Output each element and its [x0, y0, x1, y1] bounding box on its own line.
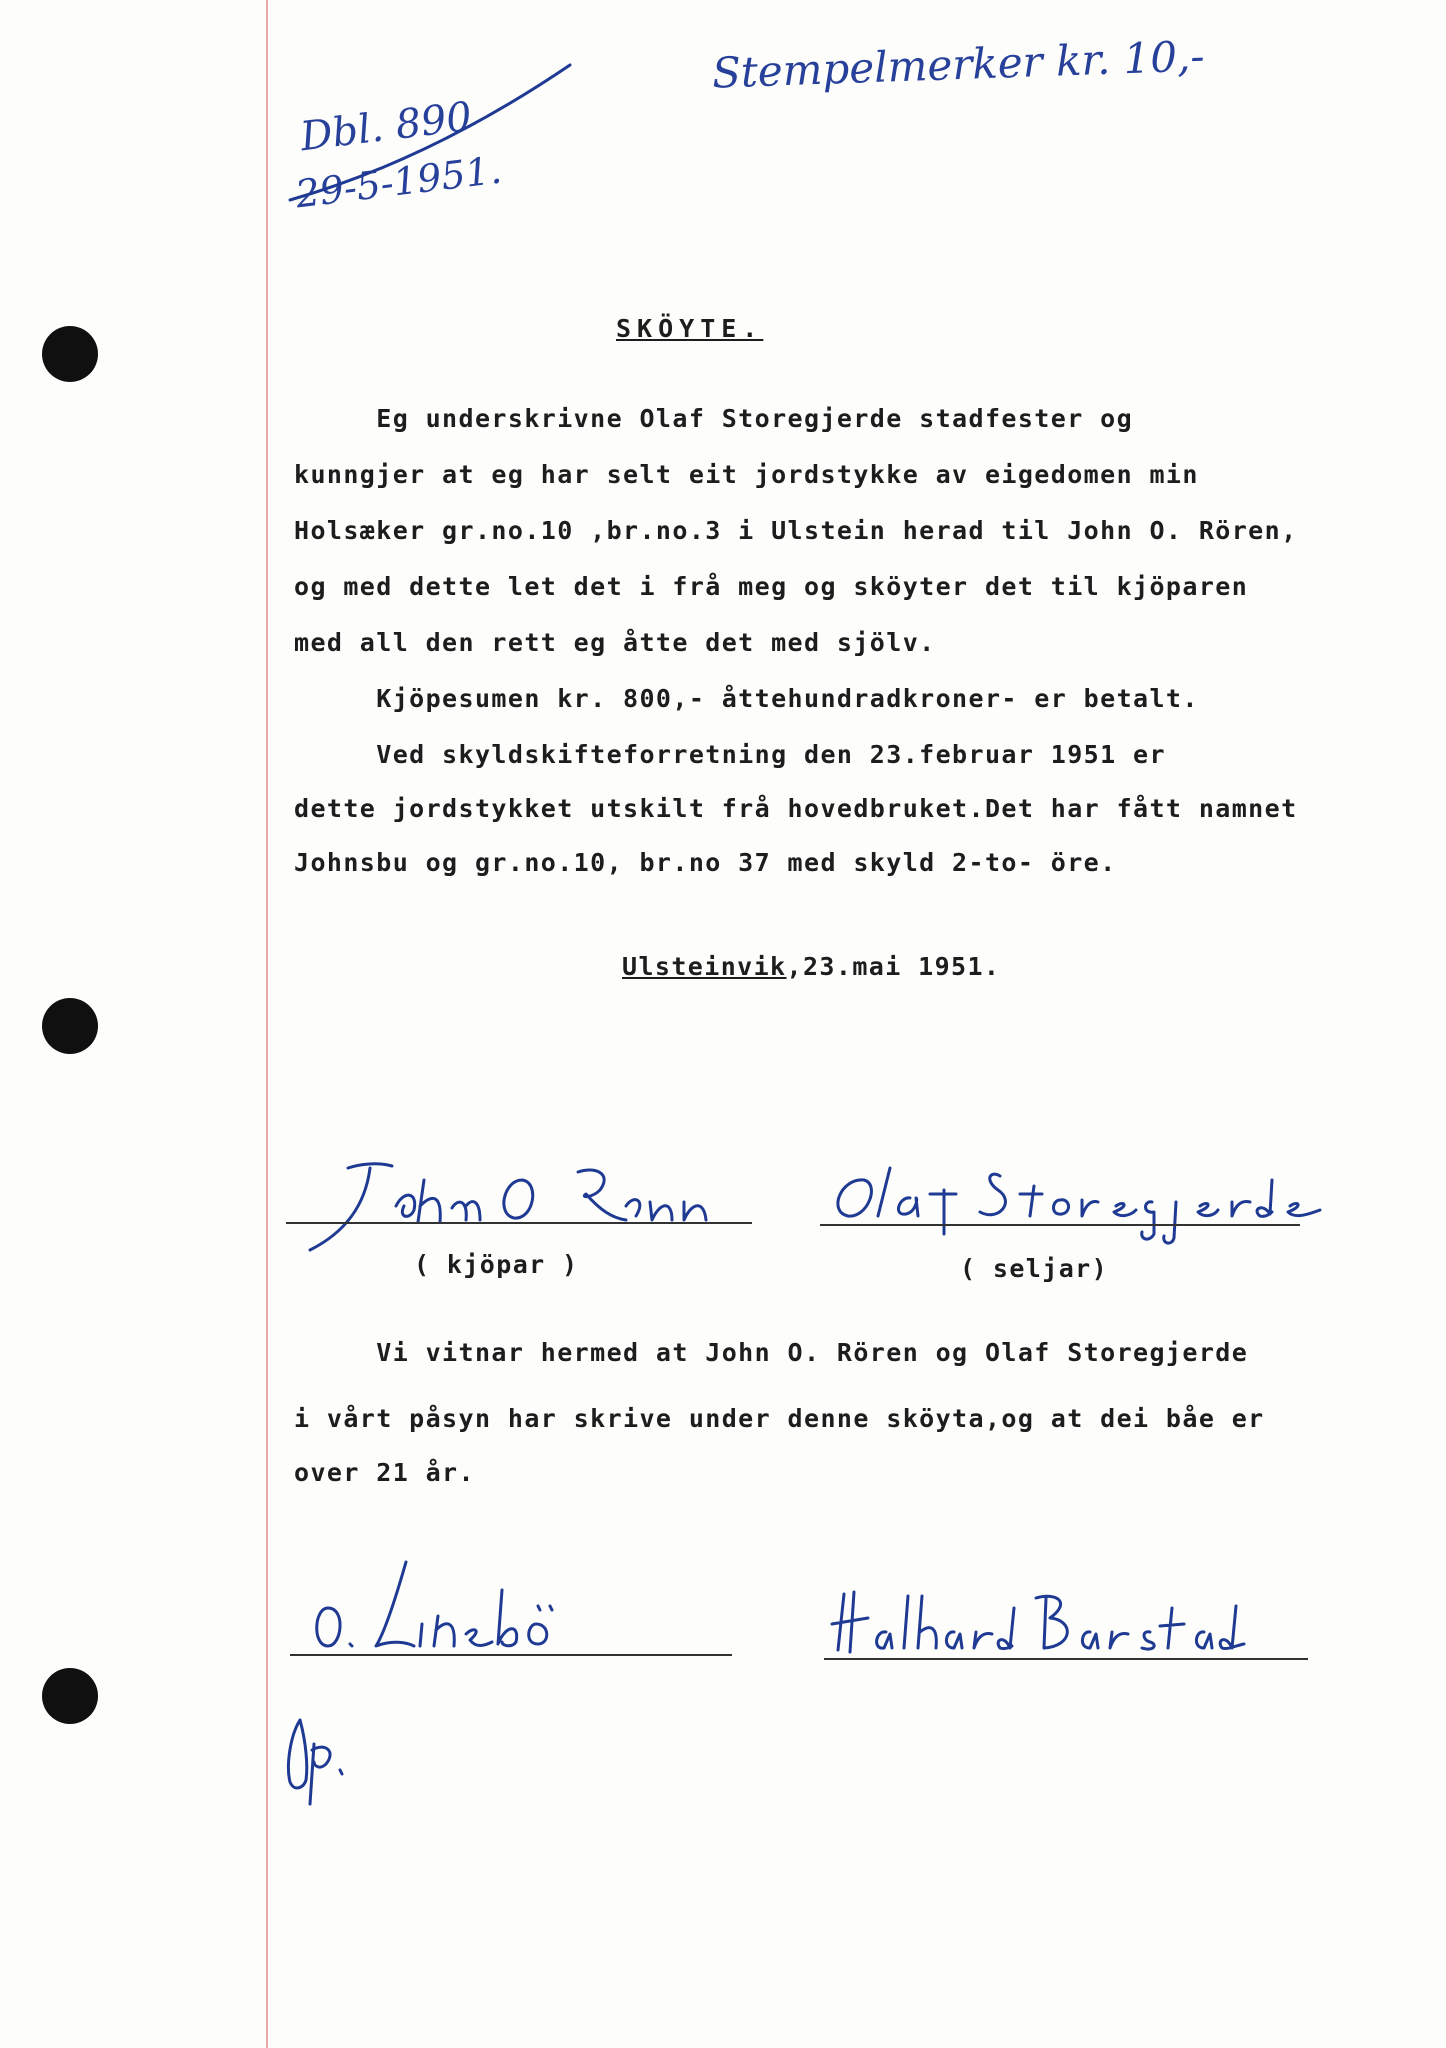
buyer-signature-line — [286, 1222, 752, 1224]
witness1-signature-line — [290, 1654, 732, 1656]
witness-line-1: Vi vitnar hermed at John O. Rören og Olaf Storegjerde — [294, 1338, 1249, 1367]
witness1-signature — [306, 1550, 666, 1660]
seller-role-label: ( seljar) — [960, 1254, 1109, 1283]
buyer-role-label: ( kjöpar ) — [414, 1250, 579, 1279]
date-text: ,23.mai 1951. — [786, 952, 1001, 981]
punch-hole-bottom — [42, 1668, 98, 1724]
parcel-line-1: Ved skyldskifteforretning den 23.februar 1951 er — [294, 740, 1166, 769]
margin-rule — [266, 0, 268, 2048]
parcel-line-3: Johnsbu og gr.no.10, br.no 37 med skyld 2-to- öre. — [294, 848, 1117, 877]
deed-line-1: Eg underskrivne Olaf Storegjerde stadfester og — [294, 404, 1134, 433]
witness2-signature — [824, 1586, 1324, 1666]
seller-signature — [820, 1150, 1340, 1250]
witness-line-3: over 21 år. — [294, 1458, 475, 1487]
annotation-strokes — [290, 60, 580, 220]
deed-line-2: kunngjer at eg har selt eit jordstykke av eigedomen min — [294, 460, 1199, 489]
document-title: SKÖYTE. — [616, 314, 764, 343]
stamp-duty-note: Stempelmerker kr. 10,- — [711, 31, 1206, 98]
buyer-signature — [300, 1150, 740, 1260]
witness-line-2: i vårt påsyn har skrive under denne sköyta,og at dei båe er — [294, 1404, 1265, 1433]
parcel-line-2: dette jordstykket utskilt frå hovedbruket.Det har fått namnet — [294, 794, 1298, 823]
place-name: Ulsteinvik — [622, 952, 787, 981]
punch-hole-top — [42, 326, 98, 382]
seller-signature-line — [820, 1224, 1300, 1226]
registration-date: 29-5-1951. — [293, 147, 504, 217]
punch-hole-middle — [42, 998, 98, 1054]
witness2-signature-line — [824, 1658, 1308, 1660]
deed-line-4: og med dette let det i frå meg og sköyter det til kjöparen — [294, 572, 1249, 601]
purchase-price-line: Kjöpesumen kr. 800,- åttehundradkroner- er betalt. — [294, 684, 1199, 713]
deed-line-5: med all den rett eg åtte det med sjölv. — [294, 628, 936, 657]
deed-line-3: Holsæker gr.no.10 ,br.no.3 i Ulstein herad til John O. Rören, — [294, 516, 1298, 545]
registration-number: Dbl. 890 — [297, 93, 475, 161]
initials-mark — [270, 1706, 380, 1816]
place-date — [622, 952, 1000, 981]
